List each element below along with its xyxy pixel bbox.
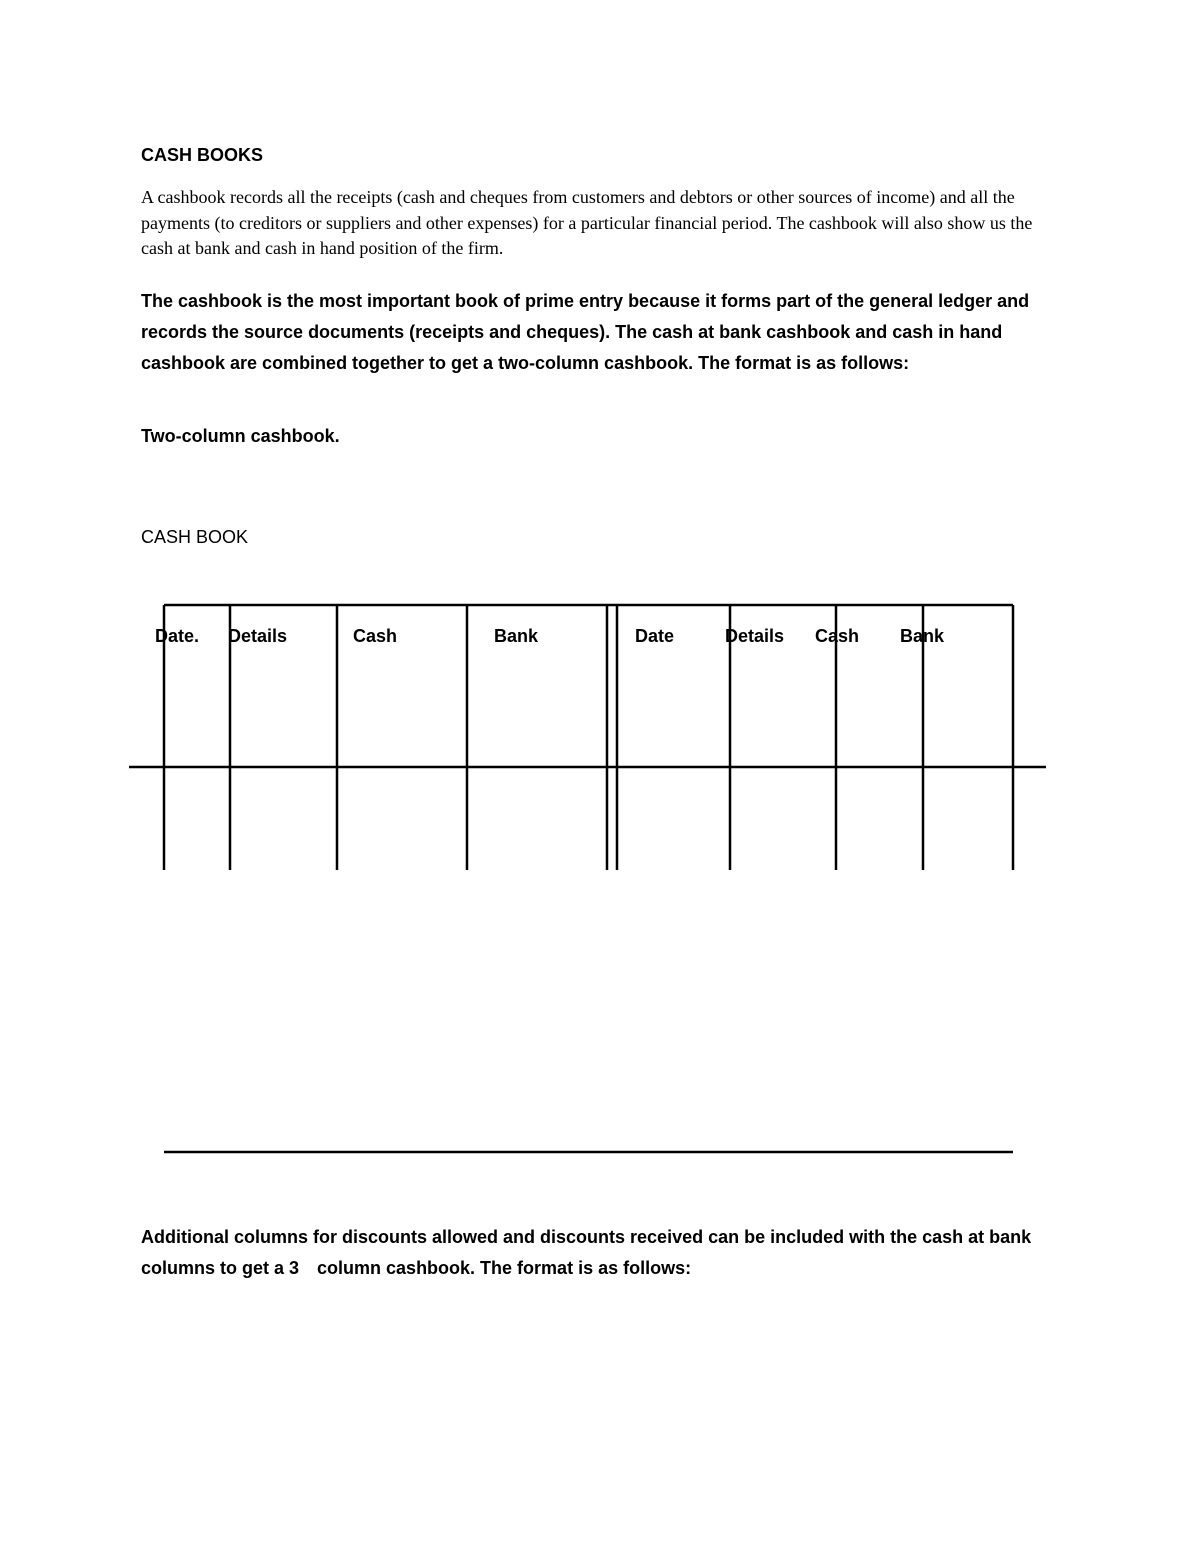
additional-columns-text-part1: Additional columns for discounts allowed and discounts received can be included with the cash at bank columns to get a 3: [141, 1227, 1032, 1278]
left-cash-header: Cash: [353, 626, 398, 646]
right-date-header: Date: [635, 626, 675, 646]
additional-columns-paragraph: [141, 1222, 1081, 1284]
right-details-header: Details: [725, 626, 785, 646]
two-column-subheading: Two-column cashbook.: [141, 426, 340, 446]
cashbook-importance-paragraph: The cashbook is the most important book of prime entry because it forms part of the general ledger and records the source documents (receipts and cheques). The cash at bank cashbook and cash in hand cashbook are combined together to get a two-column cashbook. The format is as follows:: [141, 291, 1030, 373]
intro-paragraph: A cashbook records all the receipts (cash and cheques from customers and debtors or other sources of income) and all the payments (to creditors or suppliers and other expenses) for a particular financial period. The cashbook will also show us the cash at bank and cash in hand position of the firm.: [141, 187, 1033, 258]
additional-columns-text-part2: column cashbook. The format is as follows:: [317, 1258, 692, 1278]
left-date-header: Date.: [155, 626, 200, 646]
left-bank-header: Bank: [494, 626, 539, 646]
left-details-header: Details: [228, 626, 288, 646]
cash-book-title: CASH BOOK: [141, 527, 249, 547]
right-bank-header: Bank: [900, 626, 945, 646]
page-heading: CASH BOOKS: [141, 145, 264, 165]
right-cash-header: Cash: [815, 626, 860, 646]
